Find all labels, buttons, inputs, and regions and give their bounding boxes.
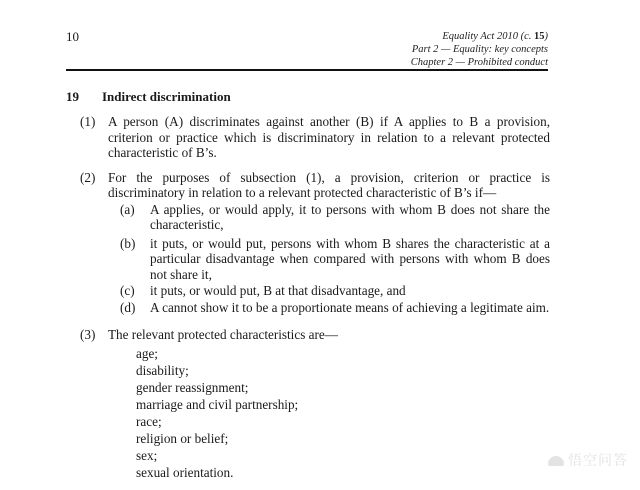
list-item: religion or belief; <box>136 430 229 446</box>
paragraph-d <box>108 300 550 316</box>
list-item: gender reassignment; <box>136 379 249 395</box>
subsection-label: (2) <box>80 169 96 185</box>
paragraph-text: it puts, or would put, B at that disadvantage, and <box>150 283 406 298</box>
act-chapter-number: 15 <box>534 31 545 42</box>
list-item: age; <box>136 345 158 361</box>
running-head-act <box>411 30 548 43</box>
list-item: marriage and civil partnership; <box>136 396 299 412</box>
subsection-text: The relevant protected characteristics are— <box>108 327 338 342</box>
paragraph-c <box>108 283 550 299</box>
paragraph-b <box>108 236 550 283</box>
running-head <box>411 30 548 69</box>
subsection-2 <box>66 170 550 316</box>
subsection-3 <box>66 327 550 481</box>
paragraph-label: (b) <box>120 235 136 251</box>
paragraph-text: A cannot show it to be a proportionate means of achieving a legitimate aim. <box>150 299 550 315</box>
watermark <box>548 450 628 470</box>
list-item: sex; <box>136 447 158 463</box>
paragraph-label: (d) <box>120 299 136 315</box>
act-title: Equality Act 2010 (c. <box>442 31 534 42</box>
section-title: Indirect discrimination <box>102 89 231 104</box>
subsection-label: (1) <box>80 114 96 129</box>
list-item: sexual orientation. <box>136 464 234 480</box>
subsection-text: For the purposes of subsection (1), a provision, criterion or practice is discriminatory in relation to a relevant protected characteristic of B’s if— <box>108 169 550 200</box>
header-rule <box>66 69 548 71</box>
running-head-chapter: Chapter 2 — Prohibited conduct <box>410 57 548 68</box>
wukong-logo-icon <box>548 456 564 466</box>
paragraph-text: A applies, or would apply, it to persons with whom B does not share the characteristic, <box>150 201 550 232</box>
subsection-label: (3) <box>80 327 96 342</box>
list-item: race; <box>136 413 162 429</box>
protected-characteristics-list <box>136 345 550 481</box>
running-head-part: Part 2 — Equality: key concepts <box>411 44 548 55</box>
paragraph-label: (c) <box>120 283 135 298</box>
section-number: 19 <box>66 89 79 104</box>
paragraph-label: (a) <box>120 201 135 217</box>
section-body <box>66 114 550 490</box>
page-number: 10 <box>66 29 79 44</box>
paragraph-a <box>108 202 550 233</box>
watermark-text: 悟空问答 <box>568 453 628 469</box>
subsection-text: A person (A) discriminates against another (B) if A applies to B a provision, criterion or practice which is discriminatory in relation to a relevant protected characteristic of B’s. <box>108 114 550 160</box>
section-heading <box>66 89 231 105</box>
subsection-1 <box>66 114 550 161</box>
act-title-suffix: ) <box>544 31 548 42</box>
list-item: disability; <box>136 362 189 378</box>
paragraph-text: it puts, or would put, persons with whom B shares the characteristic at a particular disadvantage when compared with persons with whom B does not share it, <box>150 235 550 282</box>
